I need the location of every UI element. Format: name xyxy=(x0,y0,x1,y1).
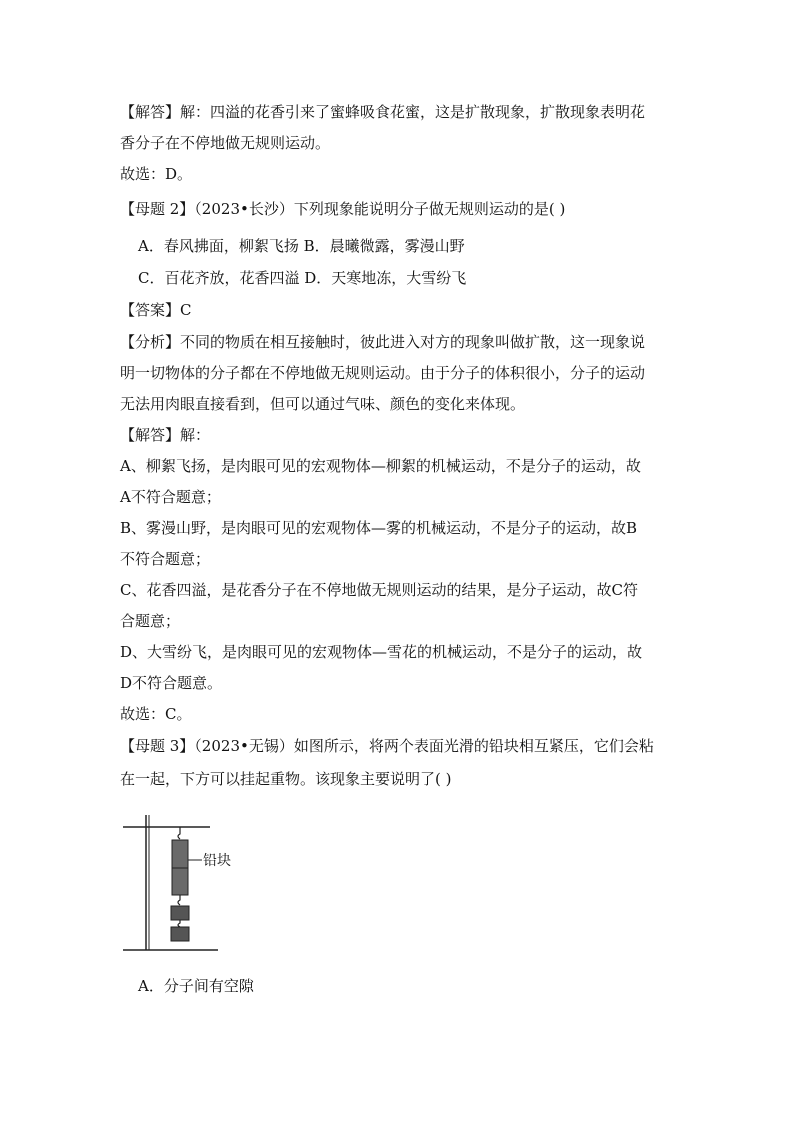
upper-lead-block xyxy=(172,840,188,868)
q2-solution-a-line1: A、柳絮飞扬，是肉眼可见的宏观物体—柳絮的机械运动，不是分子的运动，故 xyxy=(120,457,641,475)
q2-conclusion: 故选：C。 xyxy=(120,705,192,723)
q3-stem-line2: 在一起，下方可以挂起重物。该现象主要说明了( ) xyxy=(120,770,452,788)
lower-hook-icon xyxy=(178,920,180,927)
lead-block-diagram xyxy=(118,810,238,965)
q2-analysis-line2: 明一切物体的分子都在不停地做无规则运动。由于分子的体积很小，分子的运动 xyxy=(120,364,646,382)
upper-weight xyxy=(171,906,189,920)
lower-weight xyxy=(171,927,189,941)
q2-solution-c-line1: C、花香四溢，是花香分子在不停地做无规则运动的结果，是分子运动，故C符 xyxy=(120,581,638,599)
q2-options-row2: C．百花齐放，花香四溢 D．天寒地冻，大雪纷飞 xyxy=(138,269,467,287)
q2-solution-b-line1: B、雾漫山野，是肉眼可见的宏观物体—雾的机械运动，不是分子的运动，故B xyxy=(120,519,638,537)
q2-solution-d-line1: D、大雪纷飞，是肉眼可见的宏观物体—雪花的机械运动，不是分子的运动，故 xyxy=(120,643,643,661)
q2-solution-d-line2: D不符合题意。 xyxy=(120,674,223,692)
q3-stem-line1: 【母题 3】（2023•无锡）如图所示，将两个表面光滑的铅块相互紧压，它们会粘 xyxy=(120,737,654,755)
q3-option-a: A．分子间有空隙 xyxy=(138,977,254,995)
answer1-line1: 【解答】解：四溢的花香引来了蜜蜂吸食花蜜，这是扩散现象，扩散现象表明花 xyxy=(120,103,646,121)
q2-analysis-line1: 【分析】不同的物质在相互接触时，彼此进入对方的现象叫做扩散，这一现象说 xyxy=(120,333,646,351)
q2-solution-b-line2: 不符合题意； xyxy=(120,550,211,568)
q2-stem: 【母题 2】（2023•长沙）下列现象能说明分子做无规则运动的是( ) xyxy=(120,200,566,218)
q2-analysis-line3: 无法用肉眼直接看到，但可以通过气味、颜色的变化来体现。 xyxy=(120,395,526,413)
q2-solution-head: 【解答】解： xyxy=(120,426,211,444)
lead-block-figure xyxy=(118,810,238,965)
q2-solution-c-line2: 合题意； xyxy=(120,612,181,630)
answer1-line2: 香分子在不停地做无规则运动。 xyxy=(120,134,331,152)
answer1-conclusion: 故选：D。 xyxy=(120,165,193,183)
q2-solution-a-line2: A不符合题意； xyxy=(120,488,221,506)
figure-label-lead-block: 铅块 xyxy=(203,853,231,869)
q2-answer: 【答案】C xyxy=(120,301,192,319)
q2-options-row1: A．春风拂面，柳絮飞扬 B．晨曦微露，雾漫山野 xyxy=(138,237,465,255)
middle-hook-icon xyxy=(178,895,180,905)
top-hook-icon xyxy=(178,827,180,839)
lower-lead-block xyxy=(172,868,188,895)
